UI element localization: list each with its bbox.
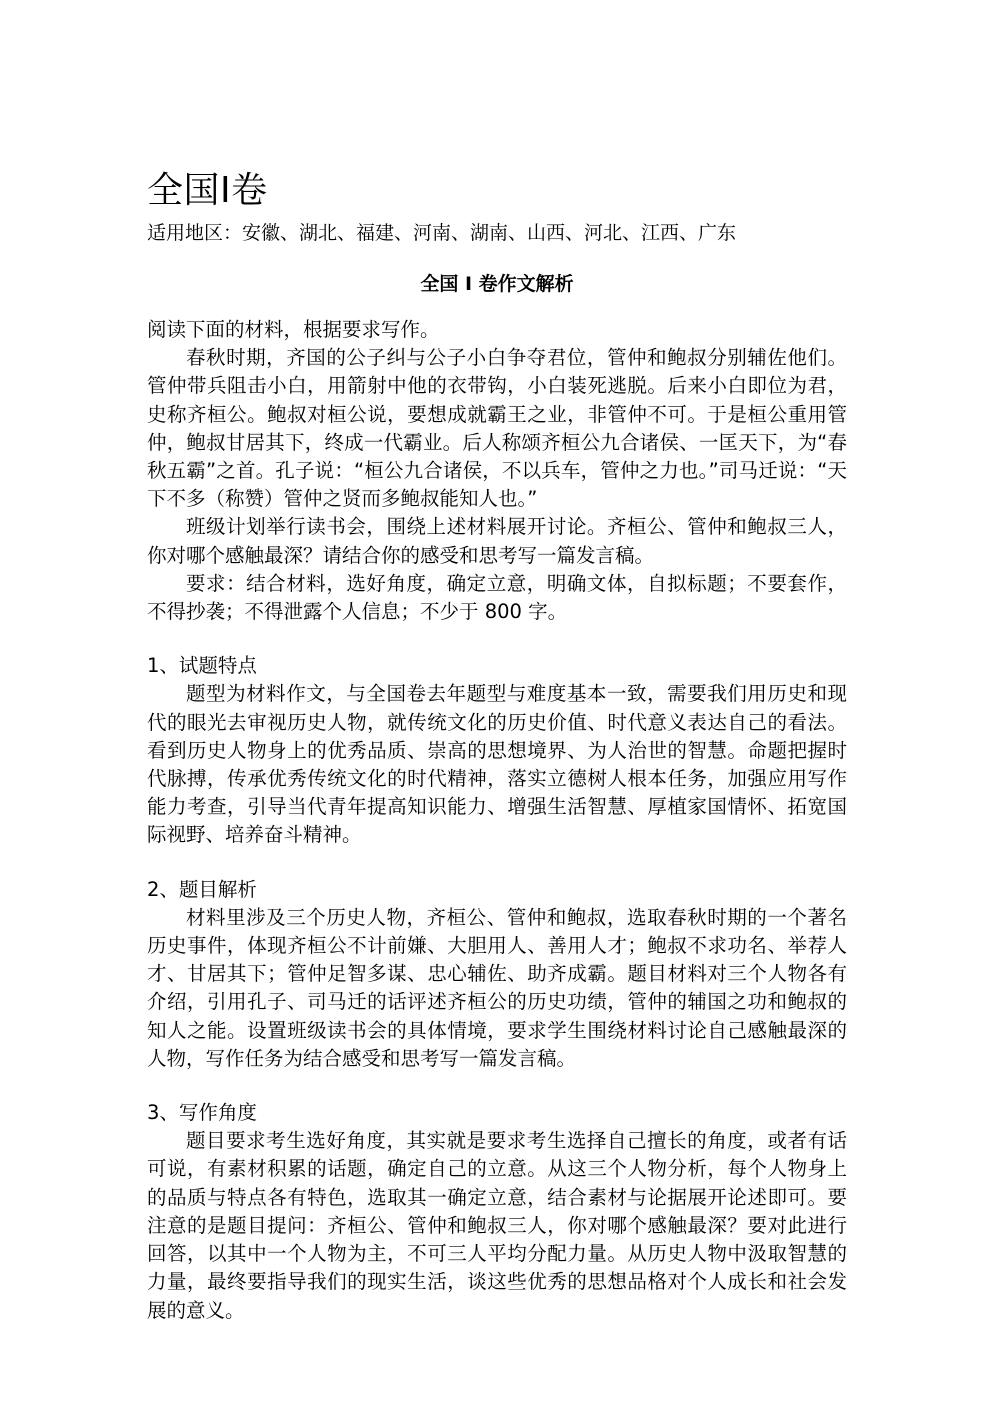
section-2-body: 材料里涉及三个历史人物，齐桓公、管仲和鲍叔，选取春秋时期的一个著名历史事件，体现齐桓公不计前嫌、大胆用人、善用人才；鲍叔不求功名、举荐人才、甘居其下；管仲足智多谋、忠心辅佐、助齐成霸。题目材料对三个人物各有介绍，引用孔子、司马迁的话评述齐桓公的历史功绩，管仲的辅国之功和鲍叔的知人之能。设置班级读书会的具体情境，要求学生围绕材料讨论自己感触最深的人物，写作任务为结合感受和思考写一篇发言稿。 [147, 905, 847, 1070]
section-2-title: 题目解析 [178, 877, 257, 901]
section-1-number: 1、 [147, 654, 179, 678]
page-title: 全国I卷 [147, 170, 268, 211]
applicable-regions-line: 适用地区：安徽、湖北、福建、河南、湖南、山西、河北、江西、广东 [147, 222, 737, 244]
prompt-task: 班级计划举行读书会，围绕上述材料展开讨论。齐桓公、管仲和鲍叔三人，你对哪个感触最深？请结合你的感受和思考写一篇发言稿。 [147, 515, 847, 567]
section-3-heading [147, 1099, 847, 1127]
section-3-title: 写作角度 [178, 1101, 257, 1125]
prompt-instruction: 阅读下面的材料，根据要求写作。 [147, 318, 440, 341]
section-3-body: 题目要求考生选好角度，其实就是要求考生选择自己擅长的角度，或者有话可说，有素材积累的话题，确定自己的立意。从这三个人物分析，每个人物身上的品质与特点各有特色，选取其一确定立意，结合素材与论据展开论述即可。要注意的是题目提问：齐桓公、管仲和鲍叔三人，你对哪个感触最深？要对此进行回答，以其中一个人物为主，不可三人平均分配力量。从历史人物中汲取智慧的力量，最终要指导我们的现实生活，谈这些优秀的思想品格对个人成长和社会发展的意义。 [147, 1129, 847, 1322]
spacer [147, 626, 847, 652]
analysis-section-2 [147, 876, 847, 1073]
spacer [147, 850, 847, 876]
analysis-section-1 [147, 652, 847, 849]
prompt-block [147, 316, 847, 626]
section-2-heading [147, 876, 847, 904]
section-1-title: 试题特点 [178, 654, 257, 678]
prompt-material: 春秋时期，齐国的公子纠与公子小白争夺君位，管仲和鲍叔分别辅佐他们。管仲带兵阻击小白，用箭射中他的衣带钩，小白装死逃脱。后来小白即位为君，史称齐桓公。鲍叔对桓公说，要想成就霸王之业，非管仲不可。于是桓公重用管仲，鲍叔甘居其下，终成一代霸业。后人称颂齐桓公九合诸侯、一匡天下，为“春秋五霸”之首。孔子说：“桓公九合诸侯，不以兵车，管仲之力也。”司马迁说：“天下不多（称赞）管仲之贤而多鲍叔能知人也。” [147, 346, 847, 511]
document-content [147, 168, 847, 1325]
section-1-heading [147, 652, 847, 680]
section-2-number: 2、 [147, 877, 179, 901]
essay-analysis-heading: 全国 I 卷作文解析 [420, 273, 574, 295]
prompt-requirements: 要求：结合材料，选好角度，确定立意，明确文体，自拟标题；不要套作，不得抄袭；不得泄露个人信息；不少于 800 字。 [147, 571, 847, 624]
section-1-body: 题型为材料作文，与全国卷去年题型与难度基本一致，需要我们用历史和现代的眼光去审视历史人物，就传统文化的历史价值、时代意义表达自己的看法。看到历史人物身上的优秀品质、崇高的思想境界、为人治世的智慧。命题把握时代脉搏，传承优秀传统文化的时代精神，落实立德树人根本任务，加强应用写作能力考查，引导当代青年提高知识能力、增强生活智慧、厚植家国情怀、拓宽国际视野、培养奋斗精神。 [147, 682, 847, 847]
section-3-number: 3、 [147, 1101, 179, 1125]
spacer [147, 1073, 847, 1099]
analysis-section-3 [147, 1099, 847, 1325]
